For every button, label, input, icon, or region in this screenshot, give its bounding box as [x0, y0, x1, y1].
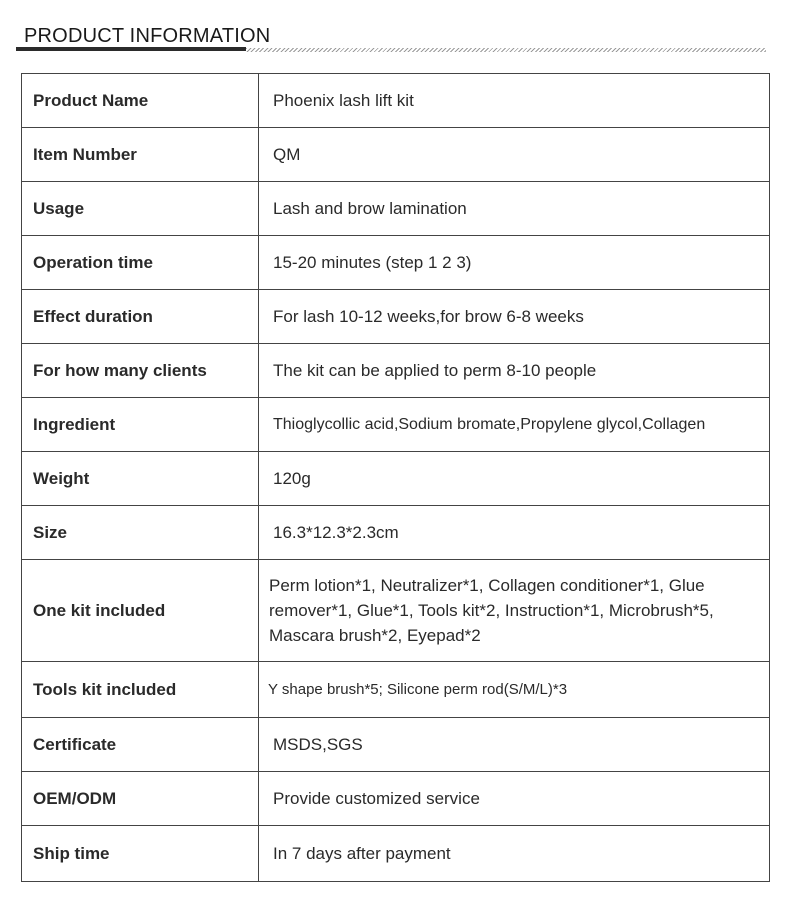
- row-value: Thioglycollic acid,Sodium bromate,Propylene glycol,Collagen: [273, 416, 706, 433]
- row-value: Lash and brow lamination: [273, 199, 467, 218]
- row-value: QM: [273, 145, 301, 164]
- row-label: OEM/ODM: [22, 772, 259, 825]
- table-row-clients: [22, 344, 769, 398]
- page-title: PRODUCT INFORMATION: [24, 25, 271, 47]
- row-label: Size: [22, 506, 259, 559]
- row-value: 16.3*12.3*2.3cm: [273, 523, 399, 542]
- row-value: Perm lotion*1, Neutralizer*1, Collagen conditioner*1, Glue remover*1, Glue*1, Tools kit*2, Instruction*1, Microbrush*5, Mascara brush*2, Eyepad*2: [269, 576, 714, 645]
- product-info-table: [21, 73, 770, 882]
- table-row-item-number: [22, 128, 769, 182]
- table-row-ingredient: [22, 398, 769, 452]
- table-row-operation-time: [22, 236, 769, 290]
- header-underline-bar: [16, 47, 246, 51]
- row-label: Weight: [22, 452, 259, 505]
- row-value: For lash 10-12 weeks,for brow 6-8 weeks: [273, 307, 584, 326]
- row-value: 15-20 minutes (step 1 2 3): [273, 253, 472, 272]
- table-row-usage: [22, 182, 769, 236]
- row-label: Usage: [22, 182, 259, 235]
- row-label: Effect duration: [22, 290, 259, 343]
- row-label: Certificate: [22, 718, 259, 771]
- row-value: In 7 days after payment: [273, 844, 451, 863]
- table-row-size: [22, 506, 769, 560]
- table-row-ship-time: [22, 826, 769, 881]
- table-row-kit-included: [22, 560, 769, 662]
- row-label: Tools kit included: [22, 662, 259, 717]
- row-value: Y shape brush*5; Silicone perm rod(S/M/L)*3: [268, 681, 568, 698]
- table-row-certificate: [22, 718, 769, 772]
- row-value: MSDS,SGS: [273, 735, 363, 754]
- row-label: Item Number: [22, 128, 259, 181]
- row-label: One kit included: [22, 560, 259, 661]
- row-label: Ingredient: [22, 398, 259, 451]
- row-value: Provide customized service: [273, 789, 480, 808]
- table-row-product-name: [22, 74, 769, 128]
- header-divider-stripes: [246, 48, 766, 52]
- row-value: The kit can be applied to perm 8-10 people: [273, 361, 597, 380]
- row-label: For how many clients: [22, 344, 259, 397]
- section-header: [0, 0, 790, 60]
- row-value: 120g: [273, 469, 311, 488]
- table-row-weight: [22, 452, 769, 506]
- row-value: Phoenix lash lift kit: [273, 91, 414, 110]
- table-row-effect-duration: [22, 290, 769, 344]
- table-row-tools-kit: [22, 662, 769, 718]
- row-label: Product Name: [22, 74, 259, 127]
- row-label: Operation time: [22, 236, 259, 289]
- row-label: Ship time: [22, 826, 259, 881]
- table-row-oem-odm: [22, 772, 769, 826]
